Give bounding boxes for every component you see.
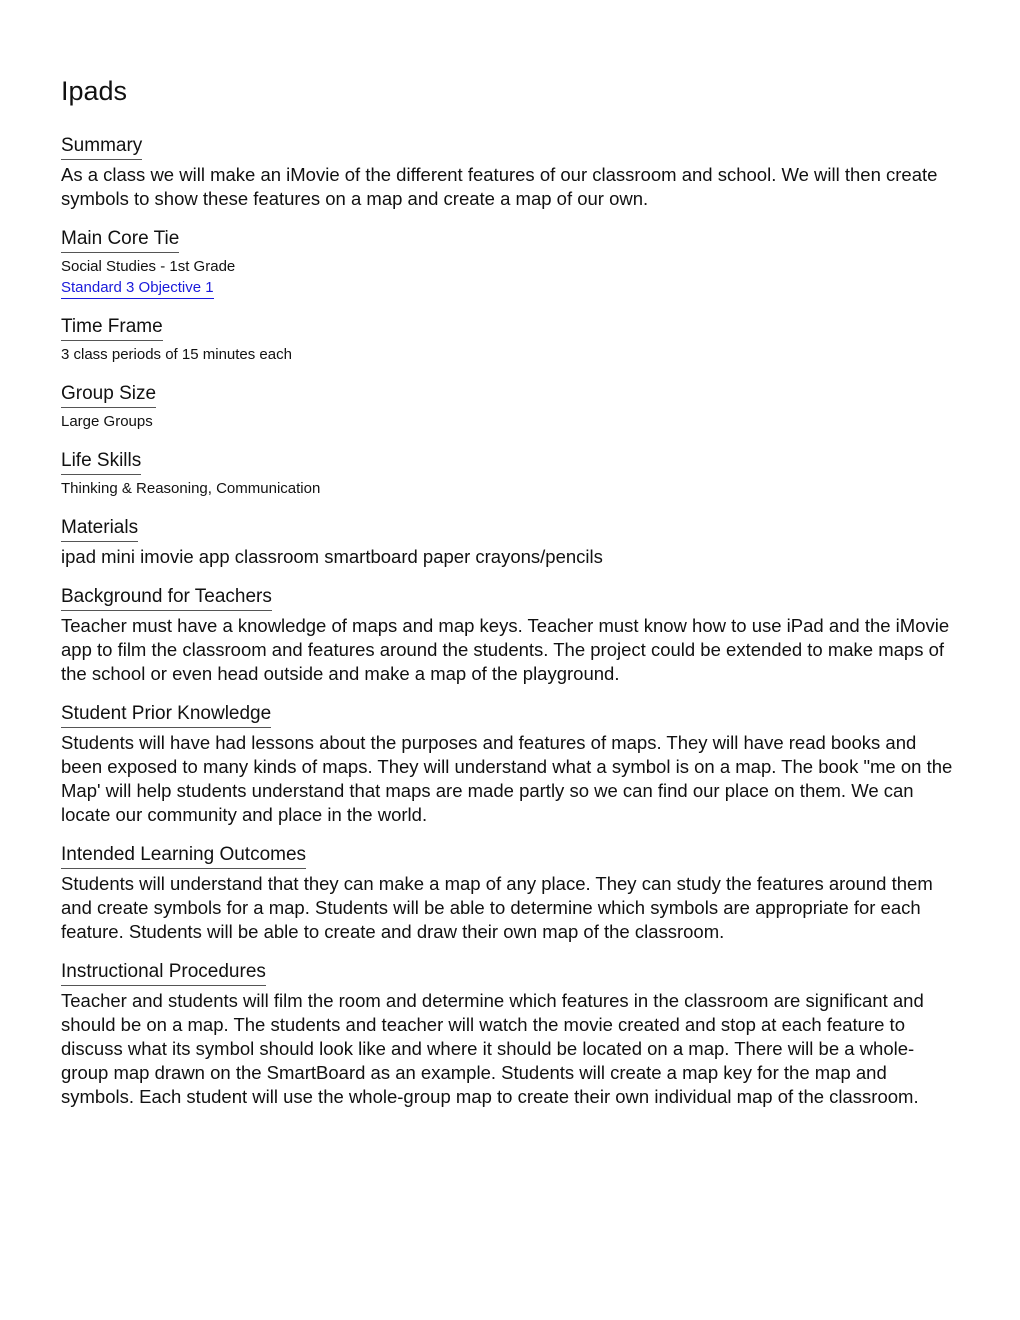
- section-life-skills: [61, 450, 961, 500]
- procedures-text: Teacher and students will film the room and determine which features in the classroom are significant and should be on a map. The students and teacher will watch the movie created and stop at each feature to discuss what its symbol should look like and where it should be located on a map. There will be a whole-group map drawn on the SmartBoard as an example. Students will create a map key for the map and symbols. Each student will use the whole-group map to create their own individual map of the classroom.: [61, 990, 924, 1107]
- section-heading-background: Background for Teachers: [61, 586, 272, 611]
- section-time-frame: [61, 316, 961, 366]
- section-heading-time-frame: Time Frame: [61, 316, 163, 341]
- section-heading-main-core-tie: Main Core Tie: [61, 228, 179, 253]
- background-text: Teacher must have a knowledge of maps and map keys. Teacher must know how to use iPad and the iMovie app to film the classroom and features around the students. The project could be extended to make maps of the school or even head outside and make a map of the playground.: [61, 615, 950, 684]
- section-outcomes: [61, 844, 961, 944]
- group-size-text: Large Groups: [61, 413, 153, 430]
- page-title: Ipads: [61, 76, 128, 106]
- section-group-size: [61, 383, 961, 433]
- standard-link[interactable]: Standard 3 Objective 1: [61, 278, 214, 299]
- time-frame-text: 3 class periods of 15 minutes each: [61, 346, 292, 363]
- outcomes-text: Students will understand that they can make a map of any place. They can study the features around them and create symbols for a map. Students will be able to determine which symbols are appropriate for each feature. Students will be able to create and draw their own map of the classroom.: [61, 873, 933, 942]
- section-summary: [61, 135, 961, 211]
- section-background: [61, 586, 961, 686]
- section-main-core-tie: [61, 228, 961, 299]
- section-heading-materials: Materials: [61, 517, 138, 542]
- section-heading-prior-knowledge: Student Prior Knowledge: [61, 703, 271, 728]
- summary-text: As a class we will make an iMovie of the different features of our classroom and school. We will then create symbols to show these features on a map and create a map of our own.: [61, 164, 938, 209]
- section-heading-group-size: Group Size: [61, 383, 156, 408]
- section-prior-knowledge: [61, 703, 961, 827]
- materials-text: ipad mini imovie app classroom smartboard paper crayons/pencils: [61, 546, 603, 567]
- main-core-tie-text: Social Studies - 1st Grade: [61, 258, 236, 275]
- section-heading-outcomes: Intended Learning Outcomes: [61, 844, 306, 869]
- prior-knowledge-text: Students will have had lessons about the purposes and features of maps. They will have read books and been exposed to many kinds of maps. They will understand what a symbol is on a map. The book "me on the Map' will help students understand that maps are made partly so we can find our place on them. We can locate our community and place in the world.: [61, 732, 953, 825]
- life-skills-text: Thinking & Reasoning, Communication: [61, 480, 321, 497]
- section-procedures: [61, 961, 961, 1109]
- document-page: [61, 74, 961, 1126]
- section-heading-life-skills: Life Skills: [61, 450, 141, 475]
- section-heading-procedures: Instructional Procedures: [61, 961, 266, 986]
- section-materials: [61, 517, 961, 569]
- section-heading-summary: Summary: [61, 135, 142, 160]
